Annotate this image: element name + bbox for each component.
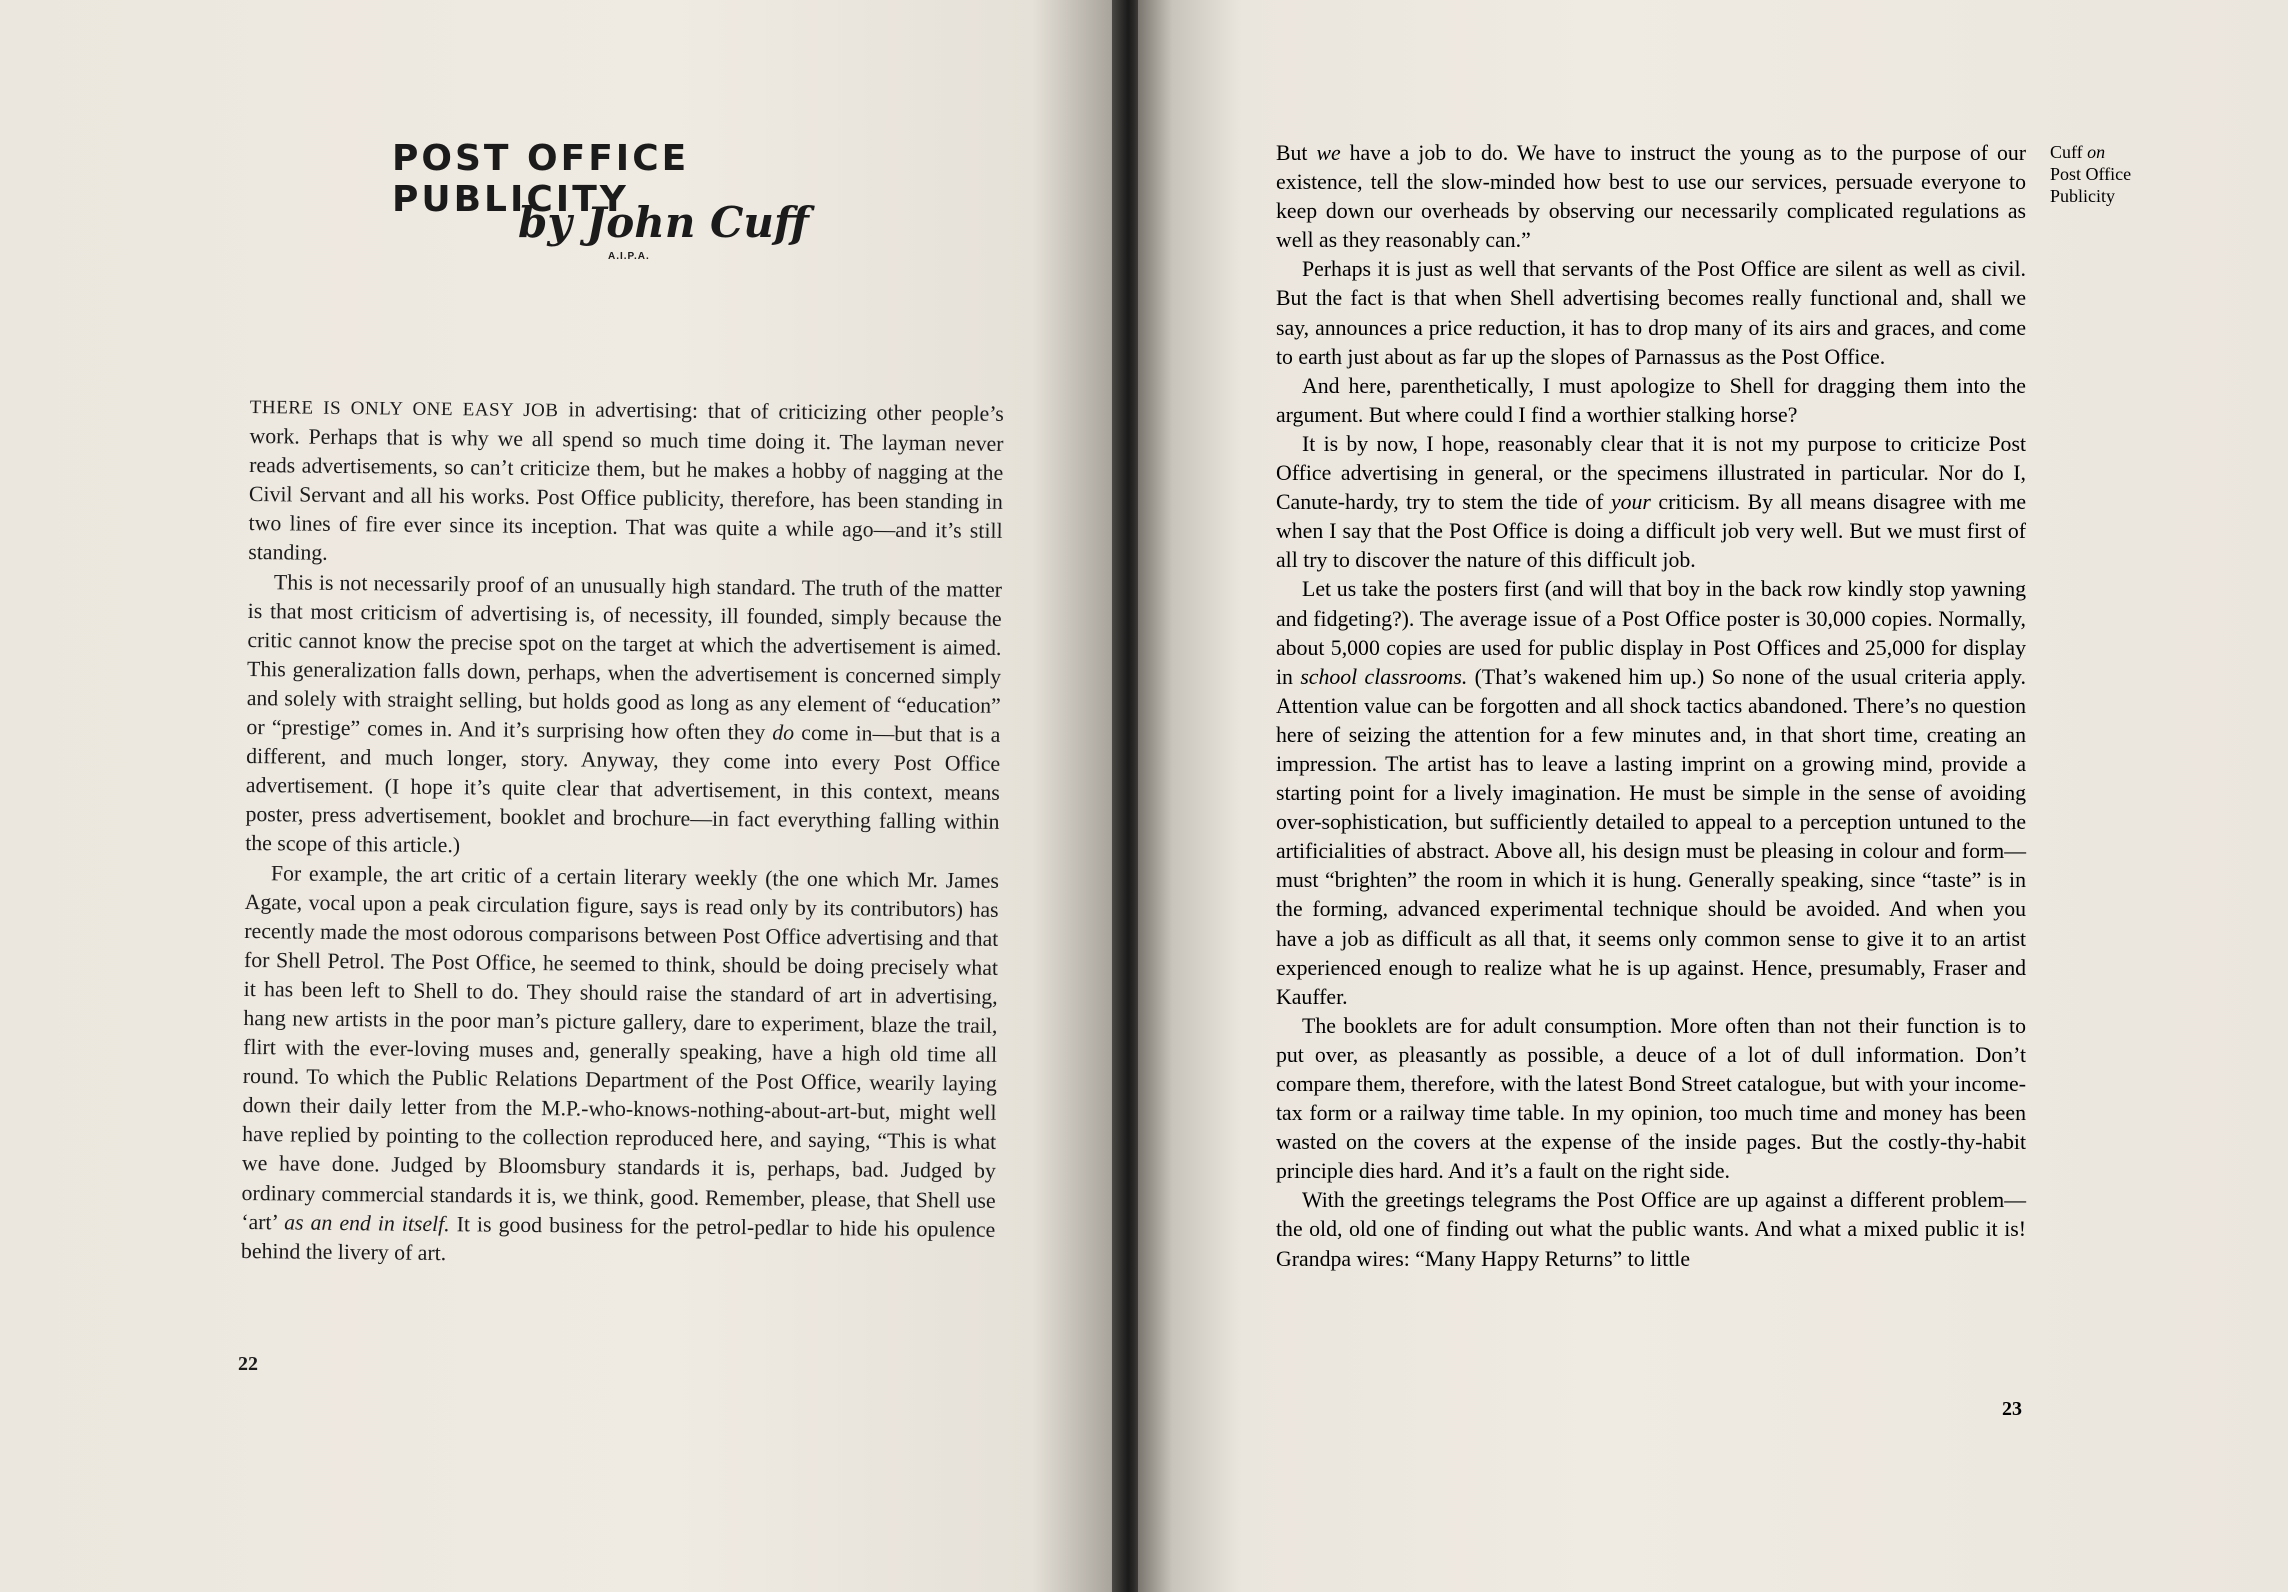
paragraph: THERE IS ONLY ONE EASY JOB in advertising: that of criticizing other people’s work. Perhaps that is why we all spend so much time doing it. The layman never reads advertisements, so can’t criticize them, but he makes a hobby of nagging at the Civil Servant and all his works. Post Office publicity, therefore, has been standing in two lines of fire ever since its inception. That was quite a while ago—and it’s still standing. [248,396,1004,566]
right-body-text [1276,139,2026,1274]
page-number: 23 [2002,1398,2022,1420]
paragraph: For example, the art critic of a certain literary weekly (the one which Mr. James Agate, vocal upon a peak circulation figure, says is read only by its contributors) has recently made the most odorous comparisons between Post Office advertising and that for Shell Petrol. The Post Office, he seemed to think, should be doing precisely what it has been left to Shell to do. They should raise the standard of art in advertising, hang new artists in the poor man’s picture gallery, dare to experiment, blaze the trail, flirt with the ever-loving muses and, generally speaking, have a high old time all round. To which the Public Relations Department of the Post Office, wearily laying down their daily letter from the M.P.-who-knows-nothing-about-art-but, might well have replied by pointing to the collection reproduced here, and saying, “This is what we have done. Judged by Bloomsbury standards it is, perhaps, bad. Judged by ordinary commercial standards it is, we think, good. Remember, please, that Shell use ‘art’ as an end in itself. It is good business for the petrol-pedlar to hide his opulence behind the livery of art. [240,860,1000,1265]
page-number: 22 [238,1353,258,1375]
running-side-note [2050,141,2160,207]
emphasis: school classrooms. [1300,664,1468,689]
side-note-title: Post Office Publicity [2050,164,2132,206]
side-note-on: on [2087,142,2106,162]
paragraph: The booklets are for adult consumption. More often than not their function is to put over, as pleasantly as possible, a deuce of a lot of dull information. Don’t compare them, therefore, with the latest Bond Street catalogue, but with your income-tax form or a railway time table. In my opinion, too much time and money has been wasted on the covers at the expense of the inside pages. But the costly-thy-habit principle dies hard. And it’s a fault on the right side. [1276,1013,2026,1184]
paragraph: Let us take the posters first (and will that boy in the back row kindly stop yawning and fidgeting?). The average issue of a Post Office poster is 30,000 copies. Normally, about 5,000 copies are used for public display in Post Offices and 25,000 for display in school classrooms. (That’s wakened him up.) So none of the usual criteria apply. Attention value can be forgotten and all shock tactics abandoned. There’s no question here of seizing the attention for a few minutes and, in that short time, creating an impression. The artist has to leave a lasting imprint on a growing mind, provide a starting point for a lively imagination. He must be simple in the sense of avoiding over-sophistication, but sufficiently detailed to appeal to a perception untuned to the artificialities of abstract. Above all, his design must be pleasing in colour and form—must “brighten” the room in which it is hung. Generally speaking, since “taste” is in the forming, advanced experimental technique should be avoided. And when you have a job as difficult as all that, it seems only common sense to give it to an artist experienced enough to realize what he is up against. Hence, presumably, Fraser and Kauffer. [1276,577,2026,1009]
article-title: POST OFFICE PUBLICITY [392,138,690,220]
byline: by John Cuff [518,198,809,247]
side-note-author: Cuff [2050,142,2083,162]
paragraph: Perhaps it is just as well that servants of the Post Office are silent as well as civil. But the fact is that when Shell advertising becomes really functional and, shall we say, announces a price reduction, it has to drop many of its airs and graces, and come to earth just about as far up the slopes of Parnassus as the Post Office. [1276,257,2026,369]
left-page [0,0,1122,1592]
emphasis: we [1316,141,1341,165]
paragraph: With the greetings telegrams the Post Office are up against a different problem—the old, old one of finding out what the public wants. And what a mixed public it is! Grandpa wires: “Many Happy Returns” to little [1276,1188,2026,1271]
emphasis: do [772,720,795,745]
paragraph: And here, parenthetically, I must apologize to Shell for dragging them into the argument. But where could I find a worthier stalking horse? [1276,373,2026,427]
emphasis: as an end in itself. [284,1210,450,1236]
paragraph: This is not necessarily proof of an unusually high standard. The truth of the matter is that most criticism of advertising is, of necessity, ill founded, simply because the critic cannot know the precise spot on the target at which the advertisement is aimed. This generalization falls down, perhaps, when the advertisement is concerned simply and solely with straight selling, but holds good as long as any element of “education” or “prestige” comes in. And it’s surprising how often they do come in—but that is a different, and much longer, story. Anyway, they come into every Post Office advertisement. (I hope it’s quite clear that advertisement, in this context, means poster, press advertisement, booklet and brochure—in fact everything falling within the scope of this article.) [245,569,1003,858]
emphasis: your [1610,490,1651,515]
left-body-text [241,392,1004,1274]
lead-in-caps: THERE IS ONLY ONE EASY JOB [249,396,559,422]
paragraph: It is by now, I hope, reasonably clear that it is not my purpose to criticize Post Office advertising in general, or the specimens illustrated in particular. Nor do I, Canute-hardy, try to stem the tide of your criticism. By all means disagree with me when I say that the Post Office is doing a difficult job very well. But we must first of all try to discover the nature of this difficult job. [1276,431,2026,573]
author-credential: A.I.P.A. [608,251,650,262]
paragraph: But we have a job to do. We have to instruct the young as to the purpose of our existence, tell the slow-minded how best to use our services, persuade everyone to keep down our overheads by observing our necessarily complicated regulations as well as they reasonably can.” [1276,141,2027,253]
